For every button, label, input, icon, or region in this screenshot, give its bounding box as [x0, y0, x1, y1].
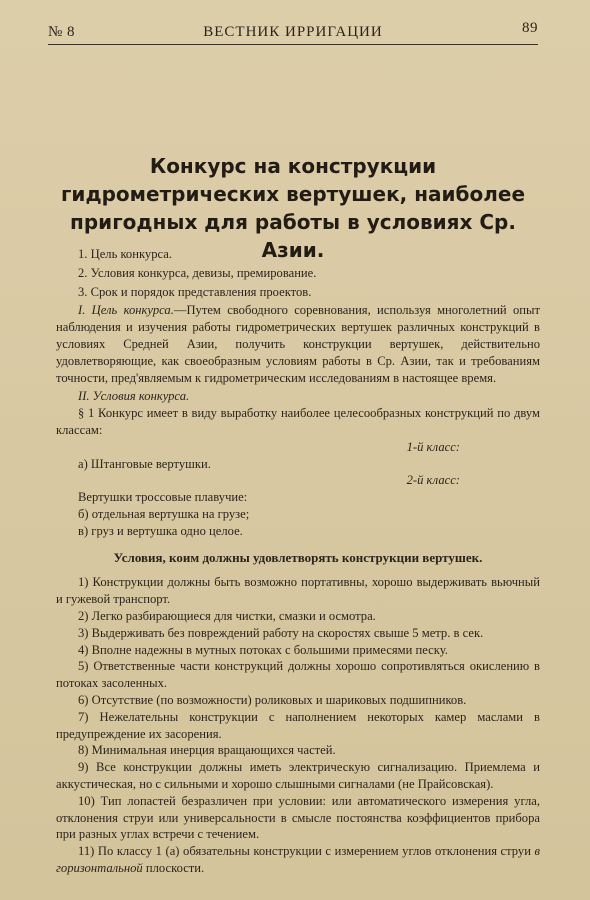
section-2-label: II. Условия конкурса. [78, 389, 190, 404]
condition-item-10: 10) Тип лопастей безразличен при условии: или автоматического измерения угла, отклонения струи или универсальности в смысле постоянства коэффициентов прибора при разных углах встречи с течением. [56, 793, 540, 842]
page-number: 89 [522, 20, 538, 36]
class-2-heading: 2-й класс: [406, 473, 460, 488]
condition-item-7: 7) Нежелательны конструкции с наполнением некоторых камер маслами в предупреждение их засорения. [56, 709, 540, 741]
article-body [56, 246, 540, 877]
section-1-label: I. Цель конкурса. [78, 303, 174, 318]
condition-item-4: 4) Вполне надежны в мутных потоках с большими примесями песку. [78, 642, 448, 657]
running-header [48, 22, 538, 45]
condition-item-11 [56, 843, 540, 877]
condition-item-5: 5) Ответственные части конструкций должны хорошо сопротивляться окислению в потоках засоленных. [56, 659, 540, 691]
article-title: Конкурс на конструкции гидрометрических вертушек, наиболее пригодных для работы в условиях Ср. Азии. [60, 154, 526, 262]
condition-item-8: 8) Минимальная инерция вращающихся частей. [78, 743, 336, 758]
toc-item-1: 1. Цель конкурса. [78, 247, 172, 261]
toc-item-2: 2. Условия конкурса, девизы, премирование. [78, 265, 317, 280]
section-2-para-1: § 1 Конкурс имеет в виду выработку наиболее целесообразных конструкций по двум классам: [56, 406, 540, 437]
journal-name: ВЕСТНИК ИРРИГАЦИИ [203, 24, 383, 40]
condition-item-1: 1) Конструкции должны быть возможно портативны, хорошо выдерживать вьючный и гужевой транспорт. [56, 575, 540, 607]
section-1-text: —Путем свободного соревнования, используя многолетний опыт наблюдения и изучения работы гидрометрических вертушек различных конструкций в условиях Средней Азии, получить конструкции вертушек, действительно удовлетворяющие, как своеобразным условиям работы в Ср. Азии, так и требованиям точности, пред'являемым к гидрометрическим исследованиям в настоящее время. [56, 303, 540, 385]
condition-item-6: 6) Отсутствие (по возможности) роликовых и шариковых подшипников. [78, 692, 467, 707]
issue-number: № 8 [48, 24, 76, 40]
class-2-item-v: в) груз и вертушка одно целое. [78, 523, 243, 538]
condition-item-9: 9) Все конструкции должны иметь электрическую сигнализацию. Приемлема и аккустическая, но с сильными и хорошо слышными сигналами (не Прайсовская). [56, 760, 540, 791]
toc-item-3: 3. Срок и порядок представления проектов. [78, 284, 312, 299]
class-2-intro: Вертушки троссовые плавучие: [78, 490, 248, 505]
section-1-paragraph [56, 302, 540, 386]
condition-item-11-lead: 11) По классу 1 (а) обязательны конструкции с измерением углов отклонения струи [78, 844, 531, 859]
condition-item-11-tail: плоскости. [145, 860, 205, 875]
class-1-heading: 1-й класс: [406, 439, 460, 454]
condition-item-3: 3) Выдерживать без повреждений работу на скоростях свыше 5 метр. в сек. [78, 625, 484, 640]
conditions-heading: Условия, коим должны удовлетворять конструкции вертушек. [113, 549, 483, 565]
condition-item-2: 2) Легко разбирающиеся для чистки, смазки и осмотра. [78, 608, 376, 623]
class-1-item: а) Штанговые вертушки. [78, 456, 211, 471]
condition-item-11-italic: в горизонтальной [56, 844, 540, 875]
class-2-item-b: б) отдельная вертушка на грузе; [78, 506, 250, 521]
